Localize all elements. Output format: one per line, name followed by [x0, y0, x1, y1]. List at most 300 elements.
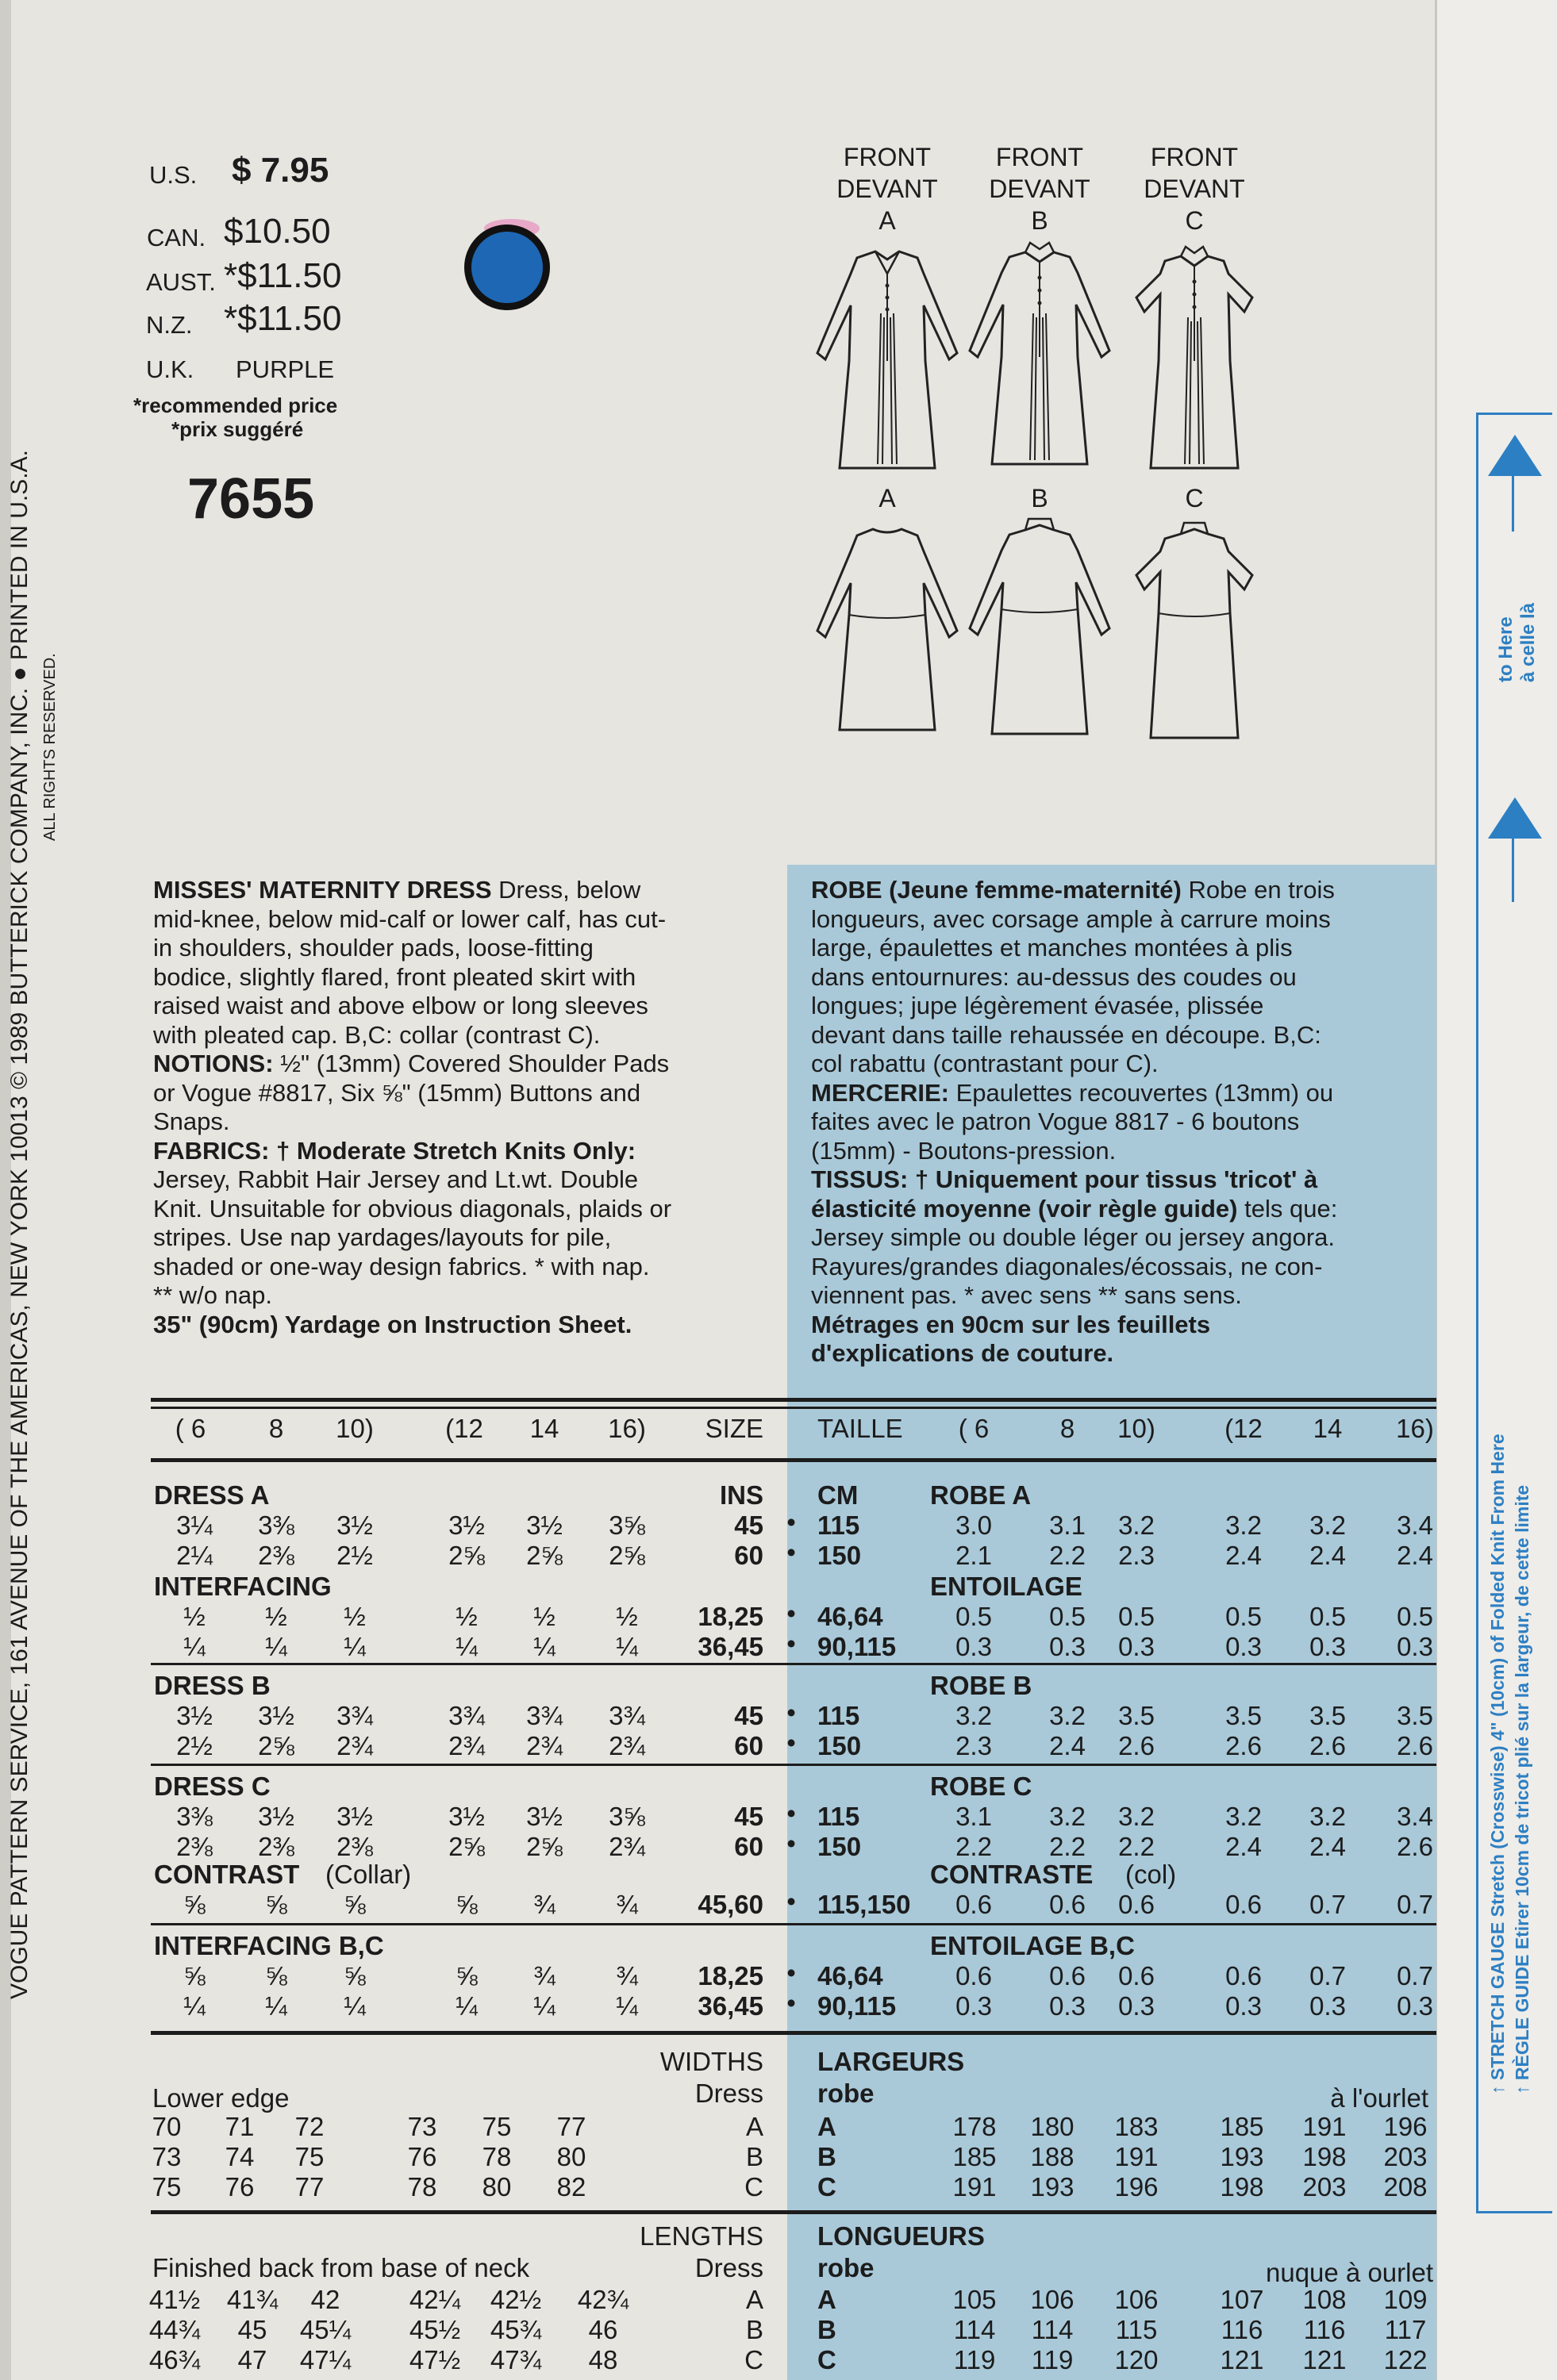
- group-label-fr: ENTOILAGE B,C: [930, 1931, 1135, 1960]
- description-heading: élasticité moyenne (voir règle guide): [811, 1194, 1238, 1223]
- length-in-en: 42½: [490, 2285, 542, 2314]
- description-text: faites avec le patron Vogue 8817 - 6 boutons: [811, 1107, 1300, 1135]
- taille-header-fr: 14: [1313, 1414, 1343, 1443]
- yardage-metric-cell: 2.4: [1225, 1541, 1262, 1570]
- yardage-us-cell: ½: [183, 1602, 206, 1631]
- width-cm-en: 73: [407, 2112, 437, 2141]
- description-line: [811, 876, 1337, 905]
- widths-label-fr: à l'ourlet: [1330, 2083, 1428, 2113]
- price-note-en: *recommended price: [133, 393, 338, 417]
- length-cm-fr: 109: [1383, 2285, 1428, 2314]
- width-cm-fr: 198: [1302, 2142, 1347, 2171]
- fabric-width-cm: 115: [817, 1511, 860, 1540]
- width-cm-fr: 191: [1302, 2112, 1347, 2141]
- yardage-metric-cell: 0.6: [1049, 1961, 1086, 1990]
- width-cm-en: 71: [225, 2112, 255, 2141]
- description-text: longues; jupe légèrement évasée, plissée: [811, 992, 1264, 1019]
- size-header-en: 16): [608, 1414, 646, 1443]
- lengths-label-en: Finished back from base of neck: [152, 2253, 530, 2282]
- yardage-us-cell: ½: [533, 1602, 556, 1631]
- yardage-us-cell: ½: [344, 1602, 366, 1631]
- description-text: Dress, below: [491, 876, 641, 904]
- yardage-us-cell: ¼: [616, 1991, 638, 2021]
- widths-title-fr: LARGEURS: [817, 2047, 965, 2076]
- width-cm-fr: 203: [1302, 2172, 1347, 2202]
- price-nz-label: N.Z.: [146, 311, 193, 339]
- group-label-en: DRESS C: [154, 1772, 271, 1801]
- widths-title-en: WIDTHS: [659, 2047, 763, 2076]
- yardage-metric-cell: 0.3: [1118, 1632, 1155, 1661]
- group-label-en: DRESS B: [154, 1671, 271, 1700]
- yardage-us-cell: ¾: [533, 1890, 556, 1919]
- yardage-us-cell: 3¾: [609, 1701, 645, 1730]
- width-cm-fr: 185: [1220, 2112, 1264, 2141]
- yardage-us-cell: 2¾: [609, 1832, 645, 1861]
- table-top-rule-2: [151, 1407, 1436, 1409]
- description-line: [811, 1137, 1337, 1166]
- yardage-us-cell: ¼: [616, 1632, 638, 1661]
- yardage-us-cell: 2⅝: [448, 1541, 485, 1570]
- price-us-label: U.S.: [149, 161, 198, 189]
- price-uk-value: PURPLE: [236, 355, 335, 383]
- yardage-us-cell: ¼: [456, 1991, 478, 2021]
- yardage-metric-cell: 0.6: [955, 1961, 992, 1990]
- description-line: [811, 1050, 1337, 1079]
- yardage-us-cell: ¾: [616, 1890, 638, 1919]
- yardage-metric-cell: 2.4: [1225, 1832, 1262, 1861]
- length-cm-fr: 116: [1303, 2315, 1346, 2344]
- view-c-letter: C: [1185, 206, 1204, 235]
- length-in-en: 47: [237, 2345, 267, 2374]
- yardage-us-cell: ¼: [265, 1991, 287, 2021]
- length-cm-fr: 121: [1302, 2345, 1347, 2374]
- widths-sub-fr: robe: [817, 2079, 875, 2108]
- yardage-metric-cell: 2.6: [1397, 1832, 1433, 1861]
- view-letter-en: B: [745, 2142, 763, 2171]
- description-text: ** w/o nap.: [153, 1281, 272, 1309]
- lengths-title-en: LENGTHS: [640, 2221, 763, 2251]
- yardage-metric-cell: 3.2: [1118, 1802, 1155, 1831]
- yardage-metric-cell: 2.2: [1049, 1832, 1086, 1861]
- yardage-metric-cell: 2.6: [1309, 1731, 1346, 1760]
- yardage-metric-cell: 0.6: [1118, 1890, 1155, 1919]
- yardage-us-cell: 2⅝: [609, 1541, 645, 1570]
- width-cm-en: 78: [407, 2172, 437, 2202]
- width-cm-en: 82: [556, 2172, 586, 2202]
- back-view-b-letter: B: [1031, 484, 1048, 512]
- bullet-icon: •: [786, 1629, 796, 1658]
- description-line: [153, 1253, 671, 1282]
- yardage-metric-cell: 2.3: [1118, 1541, 1155, 1570]
- yardage-metric-cell: 2.4: [1309, 1541, 1346, 1570]
- length-cm-fr: 117: [1384, 2315, 1427, 2344]
- description-line: [153, 963, 671, 992]
- yardage-metric-cell: 0.6: [1118, 1961, 1155, 1990]
- length-cm-fr: 106: [1114, 2285, 1159, 2314]
- length-cm-fr: 119: [953, 2345, 996, 2374]
- yardage-us-cell: 2⅝: [258, 1731, 294, 1760]
- price-nz-value: *$11.50: [224, 299, 342, 338]
- description-text: Robe en trois: [1181, 876, 1335, 904]
- fabric-width-ins: 45: [734, 1701, 763, 1730]
- yardage-us-cell: ¼: [533, 1632, 556, 1661]
- description-line: [811, 1107, 1337, 1137]
- group-divider-rule: [151, 1764, 1436, 1766]
- dress-c-front-illustration: [1135, 242, 1254, 472]
- description-line: [811, 1281, 1337, 1311]
- yardage-us-cell: ⅝: [456, 1961, 478, 1990]
- description-text: large, épaulettes et manches montées à plis: [811, 934, 1293, 962]
- yardage-us-cell: 2½: [336, 1541, 373, 1570]
- group-label-en: DRESS A: [154, 1480, 270, 1510]
- bullet-icon: •: [786, 1958, 796, 1987]
- yardage-us-cell: ⅝: [265, 1890, 287, 1919]
- fabric-width-ins: 60: [734, 1731, 763, 1760]
- yardage-us-cell: ¼: [533, 1991, 556, 2021]
- yardage-us-cell: ¼: [456, 1632, 478, 1661]
- fabric-width-cm: 46,64: [817, 1602, 883, 1631]
- table-top-rule: [151, 1398, 1436, 1402]
- description-text: longueurs, avec corsage ample à carrure moins: [811, 904, 1331, 933]
- description-line: [811, 1339, 1337, 1368]
- description-line: [153, 1165, 671, 1195]
- width-cm-fr: 196: [1383, 2112, 1428, 2141]
- length-in-en: 47¼: [299, 2345, 352, 2374]
- view-a-front-label: FRONT: [843, 143, 932, 171]
- yardage-metric-cell: 0.3: [1118, 1991, 1155, 2021]
- description-text: Jersey, Rabbit Hair Jersey and Lt.wt. Double: [153, 1165, 639, 1193]
- view-letter-en: A: [745, 2112, 763, 2141]
- yardage-metric-cell: 0.3: [1225, 1632, 1262, 1661]
- yardage-metric-cell: 0.3: [955, 1991, 992, 2021]
- price-aust-label: AUST.: [146, 268, 216, 296]
- pattern-number: 7655: [187, 467, 315, 531]
- side-rights: ALL RIGHTS RESERVED.: [41, 653, 59, 841]
- yardage-us-cell: ¼: [183, 1632, 206, 1661]
- yardage-metric-cell: 0.7: [1309, 1890, 1346, 1919]
- yardage-metric-cell: 2.6: [1397, 1731, 1433, 1760]
- yardage-metric-cell: 2.3: [955, 1731, 992, 1760]
- yardage-metric-cell: 3.2: [1309, 1802, 1346, 1831]
- dress-c-back-illustration: [1135, 520, 1254, 742]
- yardage-metric-cell: 0.3: [1049, 1632, 1086, 1661]
- yardage-metric-cell: 0.3: [1049, 1991, 1086, 2021]
- width-cm-en: 77: [556, 2112, 586, 2141]
- description-line: [811, 1311, 1337, 1340]
- group-label-fr: ROBE C: [930, 1772, 1032, 1801]
- group-label-en: CONTRAST: [154, 1860, 300, 1889]
- yardage-metric-cell: 2.2: [1118, 1832, 1155, 1861]
- table-header-rule: [151, 1458, 1436, 1462]
- width-cm-fr: 196: [1114, 2172, 1159, 2202]
- bullet-icon: •: [786, 1988, 796, 2017]
- group-label-fr: CONTRASTE: [930, 1860, 1094, 1889]
- yardage-metric-cell: 0.3: [1397, 1632, 1433, 1661]
- yardage-metric-cell: 0.3: [1397, 1991, 1433, 2021]
- yardage-us-cell: 2⅜: [176, 1832, 213, 1861]
- fabric-width-ins: 36,45: [698, 1632, 763, 1661]
- bullet-icon: •: [786, 1537, 796, 1567]
- yardage-metric-cell: 0.6: [955, 1890, 992, 1919]
- view-letter-fr: C: [817, 2172, 836, 2202]
- description-line: [153, 1107, 671, 1137]
- lengths-sub-fr: robe: [817, 2253, 875, 2282]
- width-cm-fr: 180: [1030, 2112, 1075, 2141]
- description-text: ½" (13mm) Covered Shoulder Pads: [273, 1050, 670, 1077]
- view-c-devant-label: DEVANT: [1144, 175, 1245, 203]
- description-line: [153, 1195, 671, 1224]
- view-b-letter: B: [1031, 206, 1048, 235]
- description-text: Epaulettes recouvertes (13mm) ou: [948, 1078, 1334, 1107]
- length-in-en: 42: [310, 2285, 340, 2314]
- fabric-width-ins: 45: [734, 1511, 763, 1540]
- width-cm-en: 76: [225, 2172, 255, 2202]
- fabric-width-ins: 18,25: [698, 1602, 763, 1631]
- size-header-en: 10): [336, 1414, 374, 1443]
- width-cm-en: 78: [482, 2142, 512, 2171]
- length-in-en: 46¾: [148, 2345, 201, 2374]
- view-letter-en: A: [745, 2285, 763, 2314]
- width-cm-en: 80: [482, 2172, 512, 2202]
- yardage-metric-cell: 3.5: [1225, 1701, 1262, 1730]
- length-in-en: 44¾: [148, 2315, 201, 2344]
- yardage-us-cell: 2½: [176, 1731, 213, 1760]
- yardage-us-cell: 3½: [258, 1701, 294, 1730]
- yardage-metric-cell: 3.2: [1049, 1701, 1086, 1730]
- yardage-metric-cell: 3.2: [1118, 1511, 1155, 1540]
- yardage-metric-cell: 3.2: [1225, 1802, 1262, 1831]
- fabric-width-cm: 115: [817, 1701, 860, 1730]
- price-can-label: CAN.: [147, 224, 206, 251]
- yardage-metric-cell: 3.2: [1309, 1511, 1346, 1540]
- length-in-en: 45¾: [490, 2315, 542, 2344]
- description-text: stripes. Use nap yardages/layouts for pile,: [153, 1223, 612, 1251]
- gauge-line-mid: [1512, 839, 1514, 902]
- description-text: mid-knee, below mid-calf or lower calf, has cut-: [153, 904, 667, 933]
- yardage-us-cell: 3½: [336, 1511, 373, 1540]
- taille-header-fr: 16): [1396, 1414, 1434, 1443]
- description-text: Snaps.: [153, 1107, 230, 1135]
- view-letter-en: C: [744, 2172, 763, 2202]
- width-cm-en: 70: [152, 2112, 182, 2141]
- bullet-icon: •: [786, 1698, 796, 1727]
- length-cm-fr: 108: [1302, 2285, 1347, 2314]
- description-text: col rabattu (contrastant pour C).: [811, 1050, 1159, 1077]
- group-label-fr: ROBE B: [930, 1671, 1032, 1700]
- length-cm-fr: 114: [1031, 2315, 1074, 2344]
- gauge-line-top: [1512, 476, 1514, 532]
- description-text: Knit. Unsuitable for obvious diagonals, plaids or: [153, 1194, 672, 1223]
- description-text: viennent pas. * avec sens ** sans sens.: [811, 1281, 1242, 1309]
- back-view-a-letter: A: [878, 484, 896, 512]
- yardage-us-cell: 3¾: [448, 1701, 485, 1730]
- yardage-metric-cell: 0.6: [1225, 1890, 1262, 1919]
- side-address: VOGUE PATTERN SERVICE, 161 AVENUE OF THE AMERICAS, NEW YORK 10013 © 1989 BUTTERICK COMPANY, INC. ● PRINTED IN U.S.A.: [6, 450, 33, 1999]
- yardage-us-cell: ¾: [533, 1961, 556, 1990]
- length-in-en: 42¼: [409, 2285, 461, 2314]
- fabric-width-ins: 60: [734, 1832, 763, 1861]
- bullet-icon: •: [786, 1798, 796, 1828]
- yardage-metric-cell: 2.4: [1309, 1832, 1346, 1861]
- gauge-arrow-mid-icon: [1488, 797, 1542, 839]
- width-cm-fr: 208: [1383, 2172, 1428, 2202]
- yardage-metric-cell: 0.6: [1225, 1961, 1262, 1990]
- yardage-us-cell: 3⅜: [258, 1511, 294, 1540]
- description-english: [153, 876, 671, 1339]
- yardage-us-cell: 3½: [176, 1701, 213, 1730]
- dress-a-front-illustration: [816, 242, 959, 472]
- description-text: in shoulders, shoulder pads, loose-fitting: [153, 934, 594, 962]
- description-heading: FABRICS: † Moderate Stretch Knits Only:: [153, 1136, 636, 1165]
- fabric-width-cm: 46,64: [817, 1961, 883, 1990]
- widths-label-en: Lower edge: [152, 2083, 290, 2113]
- lengths-sub-en: Dress: [694, 2253, 763, 2282]
- width-cm-fr: 193: [1220, 2142, 1264, 2171]
- yardage-us-cell: ⅝: [183, 1961, 206, 1990]
- yardage-metric-cell: 3.5: [1397, 1701, 1433, 1730]
- description-line: [811, 905, 1337, 935]
- length-cm-fr: 120: [1114, 2345, 1159, 2374]
- group-sub-en: (Collar): [325, 1860, 412, 1889]
- description-heading: Métrages en 90cm sur les feuillets: [811, 1310, 1211, 1338]
- bullet-icon: •: [786, 1887, 796, 1916]
- yardage-metric-cell: 2.2: [955, 1832, 992, 1861]
- description-line: [153, 1021, 671, 1050]
- taille-header-fr: 8: [1059, 1414, 1075, 1443]
- yardage-us-cell: 3¼: [176, 1511, 213, 1540]
- yardage-us-cell: ¼: [183, 1991, 206, 2021]
- yardage-us-cell: 2¾: [448, 1731, 485, 1760]
- yardage-metric-cell: 3.0: [955, 1511, 992, 1540]
- unit-label-en: INS: [719, 1480, 763, 1510]
- description-line: [153, 876, 671, 905]
- gauge-arrow-top-icon: [1488, 435, 1542, 476]
- view-letter-fr: A: [817, 2285, 836, 2314]
- view-b-front-label: FRONT: [995, 143, 1084, 171]
- width-cm-en: 75: [294, 2142, 325, 2171]
- yardage-us-cell: ¼: [344, 1632, 366, 1661]
- width-cm-en: 73: [152, 2142, 182, 2171]
- yardage-us-cell: 3⅝: [609, 1802, 645, 1831]
- yardage-us-cell: 3½: [448, 1511, 485, 1540]
- back-view-c-letter: C: [1185, 484, 1204, 512]
- length-in-en: 42¾: [577, 2285, 629, 2314]
- description-line: [811, 992, 1337, 1021]
- view-a-devant-label: DEVANT: [836, 175, 938, 203]
- length-cm-fr: 107: [1220, 2285, 1264, 2314]
- description-line: [153, 1281, 671, 1311]
- description-text: tels que:: [1237, 1194, 1338, 1223]
- length-cm-fr: 105: [952, 2285, 997, 2314]
- width-cm-fr: 198: [1220, 2172, 1264, 2202]
- description-text: raised waist and above elbow or long sleeves: [153, 992, 648, 1019]
- gauge-a-celle: à celle là: [1517, 602, 1539, 682]
- fabric-width-cm: 115,150: [817, 1890, 911, 1919]
- yardage-metric-cell: 3.2: [955, 1701, 992, 1730]
- description-line: [811, 1223, 1337, 1253]
- size-header-label: SIZE: [705, 1414, 763, 1443]
- fabric-width-ins: 45: [734, 1802, 763, 1831]
- description-line: [153, 1311, 671, 1340]
- description-line: [153, 992, 671, 1021]
- view-letter-en: B: [745, 2315, 763, 2344]
- fabric-width-cm: 150: [817, 1731, 862, 1760]
- yardage-metric-cell: 3.2: [1225, 1511, 1262, 1540]
- yardage-metric-cell: 0.5: [1118, 1602, 1155, 1631]
- width-cm-en: 76: [407, 2142, 437, 2171]
- group-label-fr: ROBE A: [930, 1480, 1032, 1510]
- length-cm-fr: 119: [1031, 2345, 1074, 2374]
- description-heading: NOTIONS:: [153, 1050, 274, 1077]
- yardage-metric-cell: 0.3: [1309, 1991, 1346, 2021]
- yardage-us-cell: 3½: [448, 1802, 485, 1831]
- yardage-us-cell: ⅝: [456, 1890, 478, 1919]
- bullet-icon: •: [786, 1829, 796, 1858]
- dress-a-back-illustration: [816, 520, 959, 734]
- yardage-us-cell: 2⅝: [526, 1541, 563, 1570]
- yardage-metric-cell: 2.6: [1118, 1731, 1155, 1760]
- yardage-metric-cell: 2.1: [955, 1541, 992, 1570]
- description-text: shaded or one-way design fabrics. * with nap.: [153, 1252, 650, 1280]
- width-cm-en: 77: [294, 2172, 325, 2202]
- length-cm-fr: 114: [953, 2315, 996, 2344]
- view-a-letter: A: [878, 206, 896, 235]
- group-sub-fr: (col): [1125, 1860, 1177, 1889]
- bullet-icon: •: [786, 1507, 796, 1537]
- yardage-metric-cell: 0.7: [1397, 1890, 1433, 1919]
- yardage-metric-cell: 0.7: [1397, 1961, 1433, 1990]
- description-line: [153, 905, 671, 935]
- width-cm-en: 75: [152, 2172, 182, 2202]
- view-letter-fr: C: [817, 2345, 836, 2374]
- yardage-metric-cell: 0.3: [1309, 1632, 1346, 1661]
- length-cm-fr: 116: [1221, 2315, 1263, 2344]
- description-line: [811, 1079, 1337, 1108]
- yardage-metric-cell: 3.4: [1397, 1802, 1433, 1831]
- description-heading: TISSUS: † Uniquement pour tissus 'tricot' à: [811, 1165, 1318, 1193]
- fabric-width-ins: 18,25: [698, 1961, 763, 1990]
- width-cm-fr: 193: [1030, 2172, 1075, 2202]
- width-cm-fr: 178: [952, 2112, 997, 2141]
- yardage-metric-cell: 2.4: [1397, 1541, 1433, 1570]
- length-in-en: 46: [588, 2315, 618, 2344]
- yardage-us-cell: 2⅝: [448, 1832, 485, 1861]
- description-heading: d'explications de couture.: [811, 1339, 1114, 1367]
- size-header-en: ( 6: [175, 1414, 206, 1443]
- price-can-value: $10.50: [224, 212, 331, 251]
- fabric-width-ins: 45,60: [698, 1890, 763, 1919]
- yardage-metric-cell: 0.3: [1225, 1991, 1262, 2021]
- description-text: dans entournures: au-dessus des coudes ou: [811, 962, 1297, 991]
- yardage-us-cell: 3⅝: [609, 1511, 645, 1540]
- description-text: (15mm) - Boutons-pression.: [811, 1136, 1117, 1165]
- description-text: with pleated cap. B,C: collar (contrast C).: [153, 1020, 601, 1049]
- bullet-icon: •: [786, 1728, 796, 1757]
- yardage-us-cell: 2⅜: [336, 1832, 373, 1861]
- description-line: [811, 1253, 1337, 1282]
- yardage-metric-cell: 3.4: [1397, 1511, 1433, 1540]
- yardage-us-cell: 2¾: [336, 1731, 373, 1760]
- description-line: [811, 1021, 1337, 1050]
- fabric-width-cm: 115: [817, 1802, 860, 1831]
- price-note-fr: *prix suggéré: [171, 417, 304, 441]
- group-label-en: INTERFACING: [154, 1572, 332, 1601]
- description-line: [811, 1165, 1337, 1195]
- group-divider-rule: [151, 1923, 1436, 1925]
- fabric-width-cm: 150: [817, 1832, 862, 1861]
- gauge-to-here: to Here: [1495, 616, 1517, 682]
- yardage-metric-cell: 0.5: [1049, 1602, 1086, 1631]
